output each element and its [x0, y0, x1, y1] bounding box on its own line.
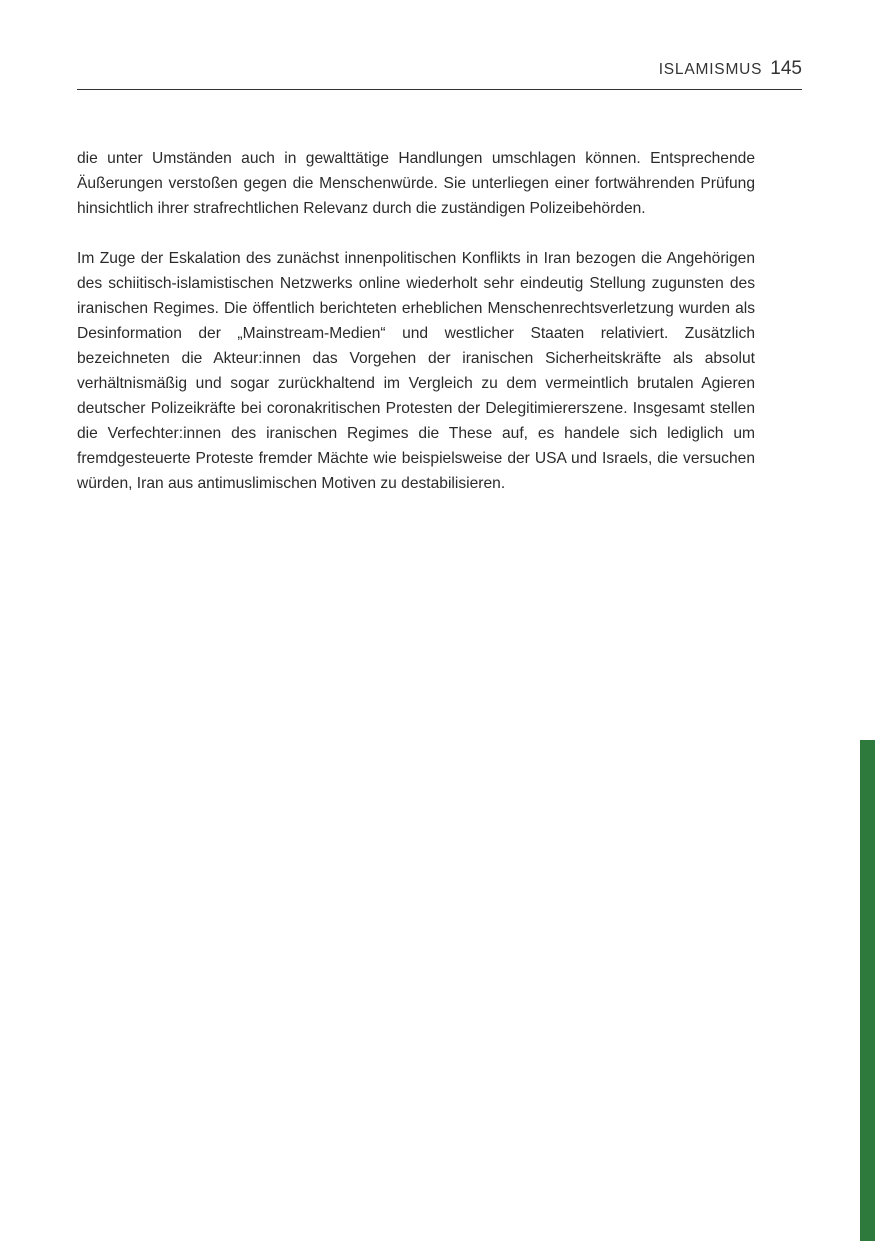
body-text	[77, 146, 755, 496]
page-number: 145	[770, 58, 802, 79]
chapter-thumb-tab	[860, 740, 875, 1241]
running-header	[77, 56, 802, 90]
section-title: ISLAMISMUS	[658, 61, 763, 78]
paragraph-2: Im Zuge der Eskalation des zunächst innenpolitischen Konflikts in Iran bezogen die Angehörigen des schiitisch-islamistischen Netzwerks online wiederholt sehr eindeutig Stellung zugunsten des iranischen Regimes. Die öffentlich berichteten erheblichen Menschenrechtsverletzung wurden als Desinformation der „Mainstream-Medien“ und westlicher Staaten relativiert. Zusätzlich bezeichneten die Akteur:innen das Vorgehen der iranischen Sicherheitskräfte als absolut verhältnismäßig und sogar zurückhaltend im Vergleich zu dem vermeintlich brutalen Agieren deutscher Polizeikräfte bei coronakritischen Protesten der Delegitimiererszene. Insgesamt stellen die Verfechter:innen des iranischen Regimes die These auf, es handele sich lediglich um fremdgesteuerte Proteste fremder Mächte wie beispielsweise der USA und Israels, die versuchen würden, Iran aus antimuslimischen Motiven zu destabilisieren.	[77, 250, 755, 492]
header-content	[659, 58, 802, 80]
paragraph-1: die unter Umständen auch in gewalttätige Handlungen umschlagen können. Entsprechende Äußerungen verstoßen gegen die Menschenwürde. Sie unterliegen einer fortwährenden Prüfung hinsichtlich ihrer strafrechtlichen Relevanz durch die zuständigen Polizeibehörden.	[77, 150, 755, 217]
